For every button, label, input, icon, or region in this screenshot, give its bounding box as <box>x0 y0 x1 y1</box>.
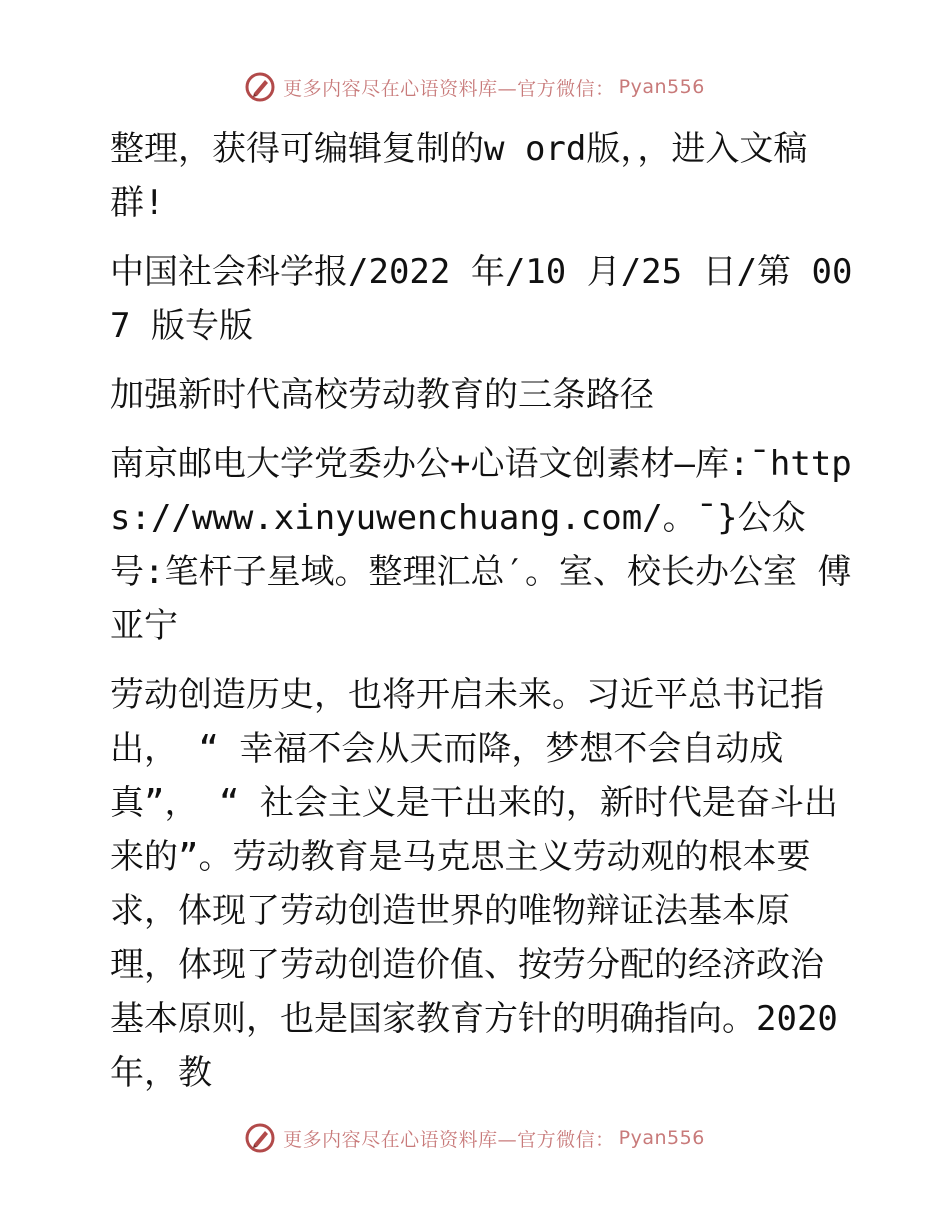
pen-logo-icon <box>245 1123 275 1153</box>
article-title: 加强新时代高校劳动教育的三条路径 <box>110 375 654 415</box>
header-watermark <box>0 72 950 102</box>
document-body <box>96 122 856 1115</box>
paragraph-intro: 整理，获得可编辑复制的w ord版，，进入文稿群! <box>110 129 808 223</box>
paragraph-source: 中国社会科学报/2022 年/10 月/25 日/第 007 版专版 <box>110 252 853 346</box>
watermark-wechat-id: Pyan556 <box>618 1127 705 1149</box>
watermark-wechat-id: Pyan556 <box>618 76 705 98</box>
paragraph-author: 南京邮电大学党委办公+心语文创素材—库:¯https://www.xinyuwenchuang.com/。¯}公众号:笔杆子星域。整理汇总′。室、校长办公室 傅亚宁 <box>110 444 852 646</box>
paragraph-body: 劳动创造历史，也将开启未来。习近平总书记指出， “ 幸福不会从天而降，梦想不会自动成真”， “ 社会主义是干出来的，新时代是奋斗出来的”。劳动教育是马克思主义劳动观的根本要求，体现了劳动创造世界的唯物辩证法基本原理，体现了劳动创造价值、按劳分配的经济政治基本原则，也是国家教育方针的明确指向。2020 年，教 <box>110 675 838 1093</box>
watermark-text: 更多内容尽在心语资料库—官方微信： <box>283 1128 615 1151</box>
pen-logo-icon <box>245 72 275 102</box>
footer-watermark <box>0 1123 950 1153</box>
watermark-text: 更多内容尽在心语资料库—官方微信： <box>283 77 615 100</box>
